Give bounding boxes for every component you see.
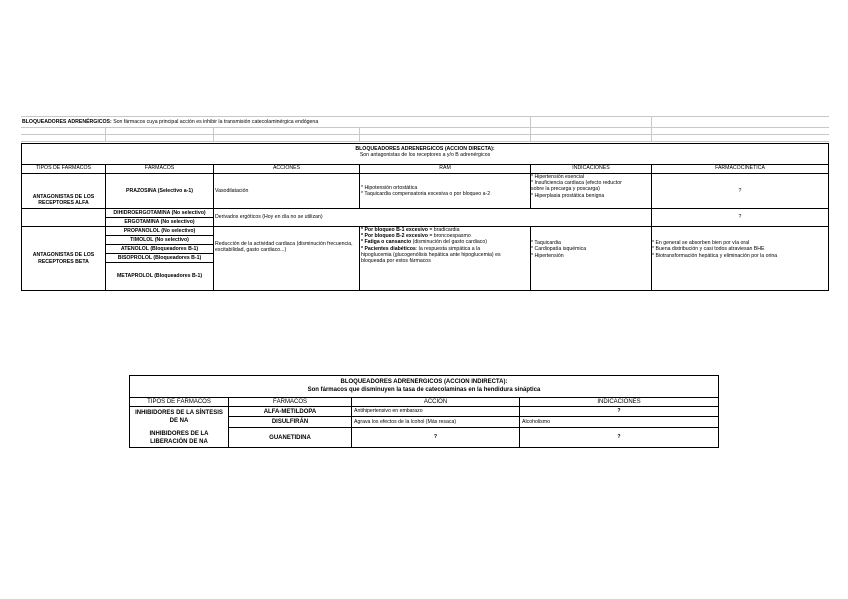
ram-prazosina-item: * Hipotensión ortostática — [361, 184, 418, 191]
direct-table-subtitle: Son antagonistas de los receptores a y/o B adrenérgicos — [359, 152, 491, 159]
ram-prazosina — [361, 174, 530, 208]
indications-prazosina — [531, 174, 651, 208]
type-synthesis-inhibitors: INHIBIDORES DE LA SÍNTESIS DE NA — [135, 410, 223, 424]
col-header-actions: ACCIONES — [272, 165, 301, 172]
type-release-inhibitors: INHIBIDORES DE LA LIBERACIÓN DE NA — [149, 430, 209, 445]
col-header-drugs: FÁRMACOS — [144, 165, 175, 172]
action-disulfiran: Agrava los efectos de la lcohol (Más resaca) — [354, 418, 457, 425]
ram-beta-item: * Fatiga o cansancio (disminución del gasto cardiaco) — [361, 239, 488, 246]
direct-table-title-block — [22, 146, 828, 158]
drug-propanolol: PROPANOLOL (No selectivo) — [123, 227, 196, 234]
drug-bisoprolol: BISOPROLOL (Bloqueadores B-1) — [117, 254, 202, 261]
action-beta-blockers: Reducción de la actividad cardiaca (disminución frecuencia, excitabilidad, gasto cardiaco...) — [215, 240, 353, 253]
page-subtitle: Son fármacos cuya principal acción es inhibir la transmisión catecolaminérgica endógena — [113, 119, 319, 125]
col-header-pharmacokinetics: FARMACOCINÉTICA — [715, 165, 765, 172]
drug-metaprolol: METAPROLOL (Bloqueadores B-1) — [116, 273, 203, 280]
pk-item: * Buena distribución y casi todos atraviesan BHE — [652, 246, 765, 253]
indication-item: * Hipertensión esencial — [531, 174, 585, 180]
drug-ergotamina: ERGOTAMINA (No selectivo) — [124, 218, 195, 225]
pk-ergo: ? — [738, 214, 742, 221]
col-header-indications: INDICACIONES — [597, 398, 641, 405]
col-header-indications: INDICACIONES — [572, 165, 610, 172]
ram-beta-blockers — [361, 227, 530, 290]
indication-item: * Taquicardia — [531, 240, 561, 247]
pk-item: * En general se absorben bien por vía oral — [652, 240, 750, 247]
pk-item: * Biotransformación hepática y eliminación por la orina — [652, 252, 778, 259]
indication-alfa-metildopa: ? — [617, 408, 621, 415]
col-header-types: TIPOS DE FÁRMACOS — [147, 398, 211, 405]
ram-beta-item: hipoglucemia (glucogenólisis hepática ante hipoglucemia) es — [361, 251, 501, 258]
indication-item: * Hiperplasia prostática benigna — [531, 192, 605, 199]
ram-beta-item: * Por bloqueo B-2 excesivo = broncoespasmo — [361, 233, 471, 240]
indication-item: * Insuficiencia cardiaca (efecto reductor — [531, 180, 622, 187]
ram-beta-item: * Por bloqueo B-1 excesivo = bradicardia — [361, 227, 460, 233]
type-beta-antagonists: ANTAGONISTAS DE LOS RECEPTORES BETA — [32, 252, 95, 265]
page-header — [22, 119, 318, 125]
type-alpha-antagonists: ANTAGONISTAS DE LOS RECEPTORES ALFA — [32, 193, 95, 206]
ram-prazosina-item: * Taquicardia compensatoria excesiva o por bloqueo a-2 — [361, 191, 491, 197]
indication-item: sobre la precarga y poscarga) — [531, 186, 600, 193]
indication-disulfiran: Alcoholismo — [522, 418, 550, 425]
drug-prazosina: PRAZOSINA (Selectivo a-1) — [126, 187, 193, 194]
drug-guanetidina: GUANETIDINA — [269, 434, 311, 441]
drug-disulfiran: DISULFIRÁN — [271, 419, 309, 425]
indication-item: * Cardiopatía isquémica — [531, 246, 587, 253]
indirect-table-title-block — [130, 378, 718, 394]
action-ergo-derivatives: Derivados ergóticos (Hoy en día no se utilizan) — [215, 214, 323, 221]
drug-timolol: TIMOLOL (No selectivo) — [130, 236, 189, 243]
action-alfa-metildopa: Antihipertensivo en embarazo — [354, 408, 423, 415]
indications-beta-blockers — [531, 227, 651, 272]
action-prazosina: Vasodilatación — [215, 187, 249, 194]
indication-item: * Hipertensión — [531, 252, 564, 259]
col-header-drugs: FÁRMACOS — [272, 398, 307, 405]
col-header-ram: RAM — [439, 165, 451, 172]
pk-beta-blockers — [652, 227, 828, 272]
drug-atenolol: ATENOLOL (Bloqueadores B-1) — [120, 245, 199, 252]
indirect-table-subtitle: Son fármacos que disminuyen la tasa de catecolaminas en la hendidura sináptica — [307, 387, 541, 393]
ram-beta-item: bloqueada por estos fármacos — [361, 258, 431, 265]
pk-prazosina: ? — [738, 187, 742, 194]
ram-beta-item: * Pacientes diabéticos: la respuesta simpática a la — [361, 245, 481, 252]
indirect-table-title: BLOQUEADORES ADRENÉRGICOS (ACCIÓN INDIRECTA): — [340, 379, 508, 385]
indication-guanetidina: ? — [617, 434, 621, 441]
drug-dihidroergotamina: DIHIDROERGOTAMINA (No selectivo) — [113, 209, 206, 216]
col-header-action: ACCIÓN — [423, 398, 448, 405]
drug-alfa-metildopa: ALFA-METILDOPA — [263, 408, 317, 415]
action-guanetidina: ? — [433, 434, 438, 441]
direct-table-title: BLOQUEADORES ADRENÉRGICOS (ACCIÓN DIRECTA): — [355, 146, 495, 152]
col-header-types: TIPOS DE FÁRMACOS — [35, 165, 92, 172]
page-title: BLOQUEADORES ADRENÉRGICOS: — [22, 119, 112, 125]
